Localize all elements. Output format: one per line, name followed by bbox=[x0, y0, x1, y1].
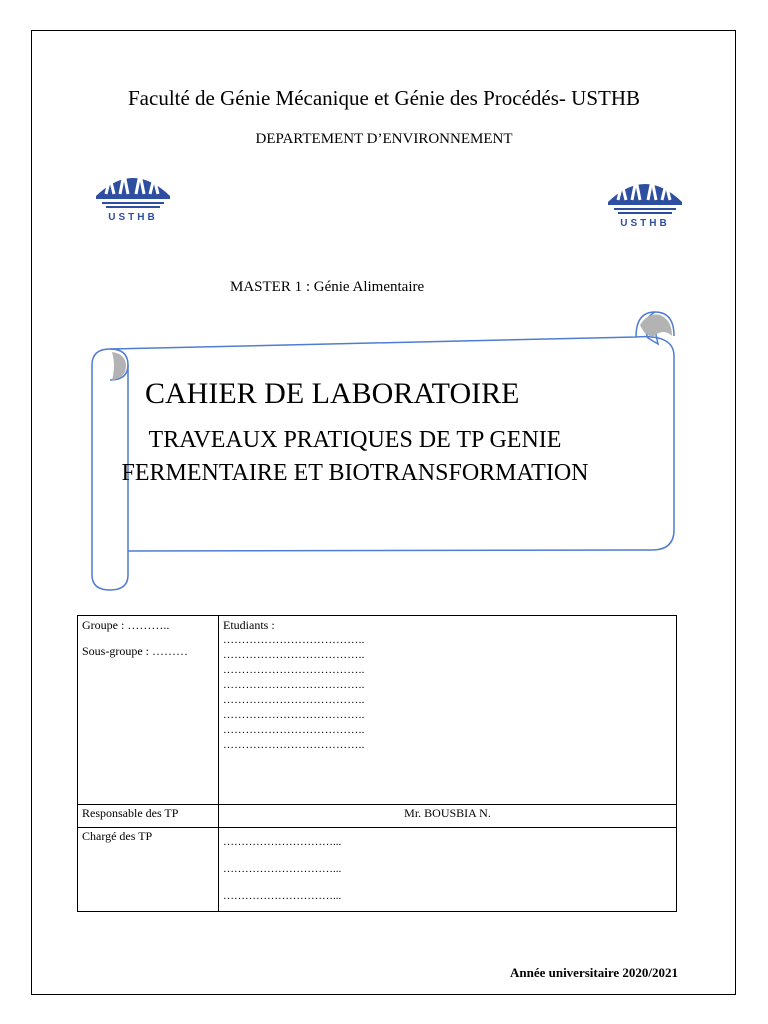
student-line[interactable]: ……………………………….. bbox=[223, 709, 365, 721]
student-line[interactable]: ……………………………….. bbox=[223, 724, 365, 736]
charge-label: Chargé des TP bbox=[78, 828, 219, 912]
student-line[interactable]: ……………………………….. bbox=[223, 694, 365, 706]
responsable-label: Responsable des TP bbox=[78, 805, 219, 828]
group-cell bbox=[78, 616, 219, 805]
charge-cell bbox=[219, 828, 677, 912]
banner-subtitle: TRAVEAUX PRATIQUES DE TP GENIE FERMENTAIRE ET BIOTRANSFORMATION bbox=[121, 427, 589, 486]
etudiants-label: Etudiants : bbox=[223, 618, 275, 632]
department-title: DEPARTEMENT D’ENVIRONNEMENT bbox=[255, 131, 513, 147]
groupe-field[interactable]: Groupe : ……….. bbox=[82, 618, 170, 632]
banner-title: CAHIER DE LABORATOIRE bbox=[145, 377, 520, 410]
academic-year: Année universitaire 2020/2021 bbox=[509, 965, 678, 980]
student-line[interactable]: ……………………………….. bbox=[223, 649, 365, 661]
responsable-value: Mr. BOUSBIA N. bbox=[219, 805, 677, 828]
sous-groupe-field[interactable]: Sous-groupe : ……… bbox=[82, 644, 188, 658]
students-cell bbox=[219, 616, 677, 805]
group-info-table bbox=[77, 615, 677, 912]
student-line[interactable]: ……………………………….. bbox=[223, 739, 365, 751]
logo-right-text: USTHB bbox=[620, 218, 670, 229]
student-line[interactable]: ……………………………….. bbox=[223, 634, 365, 646]
student-line[interactable]: ……………………………….. bbox=[223, 664, 365, 676]
charge-line[interactable]: …………………………... bbox=[223, 863, 342, 875]
student-line[interactable]: ……………………………….. bbox=[223, 679, 365, 691]
logo-left-text: USTHB bbox=[108, 212, 158, 223]
faculty-title: Faculté de Génie Mécanique et Génie des Procédés- USTHB bbox=[128, 86, 640, 110]
charge-line[interactable]: …………………………... bbox=[223, 890, 342, 902]
charge-line[interactable]: …………………………... bbox=[223, 836, 342, 848]
master-label: MASTER 1 : Génie Alimentaire bbox=[230, 279, 425, 295]
